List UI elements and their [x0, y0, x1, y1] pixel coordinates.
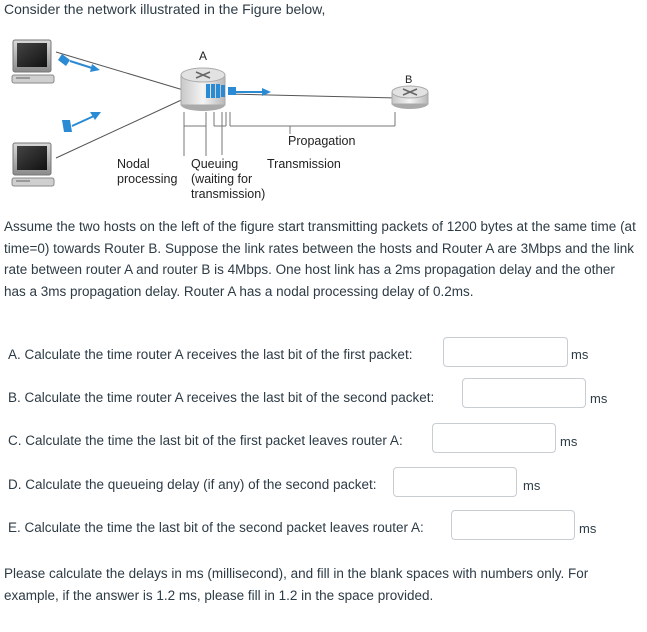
network-figure [0, 30, 647, 215]
answer-c-unit: ms [560, 434, 578, 449]
problem-paragraph: Assume the two hosts on the left of the figure start transmitting packets of 1200 bytes at the same time (at time=0) towards Router B. Suppose the link rates between the hosts and Router A are 3Mbps and the link rate between router A and router B is 4Mbps. One host link has a 2ms propagation delay and the other has a 3ms propagation delay. Router A has a nodal processing delay of 0.2ms. [4, 219, 636, 299]
answer-d-input[interactable] [393, 467, 517, 497]
intro-text: Consider the network illustrated in the Figure below, [4, 1, 326, 17]
question-b-label: B. Calculate the time router A receives the last bit of the second packet: [8, 390, 435, 405]
host-computer-icon [12, 143, 54, 186]
question-d-label: D. Calculate the queueing delay (if any) of the second packet: [8, 477, 377, 492]
host-computer-icon [12, 40, 54, 83]
question-a-label: A. Calculate the time router A receives the last bit of the first packet: [8, 347, 413, 362]
answer-b-input[interactable] [462, 378, 586, 408]
router-b-label: B [405, 74, 413, 86]
answer-b-unit: ms [590, 391, 608, 406]
transmission-label: Transmission [267, 157, 341, 171]
queuing-label-line1: Queuing [191, 157, 239, 171]
router-a-label: A [199, 49, 208, 63]
nodal-label-line2: processing [117, 172, 178, 186]
queuing-label-line3: transmission) [191, 187, 266, 201]
packet-arrow-icon [62, 112, 101, 132]
answer-e-input[interactable] [451, 510, 575, 540]
instructions-footer: Please calculate the delays in ms (millisecond), and fill in the blank spaces with numbers only. For example, if the answer is 1.2 ms, please fill in 1.2 in the space provided. [4, 566, 589, 603]
answer-a-input[interactable] [443, 337, 568, 367]
question-e-label: E. Calculate the time the last bit of the second packet leaves router A: [8, 520, 424, 535]
nodal-label-line1: Nodal [117, 157, 150, 171]
queuing-label-line2: (waiting for [191, 172, 253, 186]
router-b-icon [392, 86, 428, 109]
answer-e-unit: ms [579, 521, 597, 536]
answer-c-input[interactable] [432, 423, 556, 453]
answer-a-unit: ms [571, 347, 589, 362]
question-c-label: C. Calculate the time the last bit of the first packet leaves router A: [8, 433, 403, 448]
answer-d-unit: ms [523, 478, 541, 493]
propagation-label: Propagation [288, 134, 356, 148]
